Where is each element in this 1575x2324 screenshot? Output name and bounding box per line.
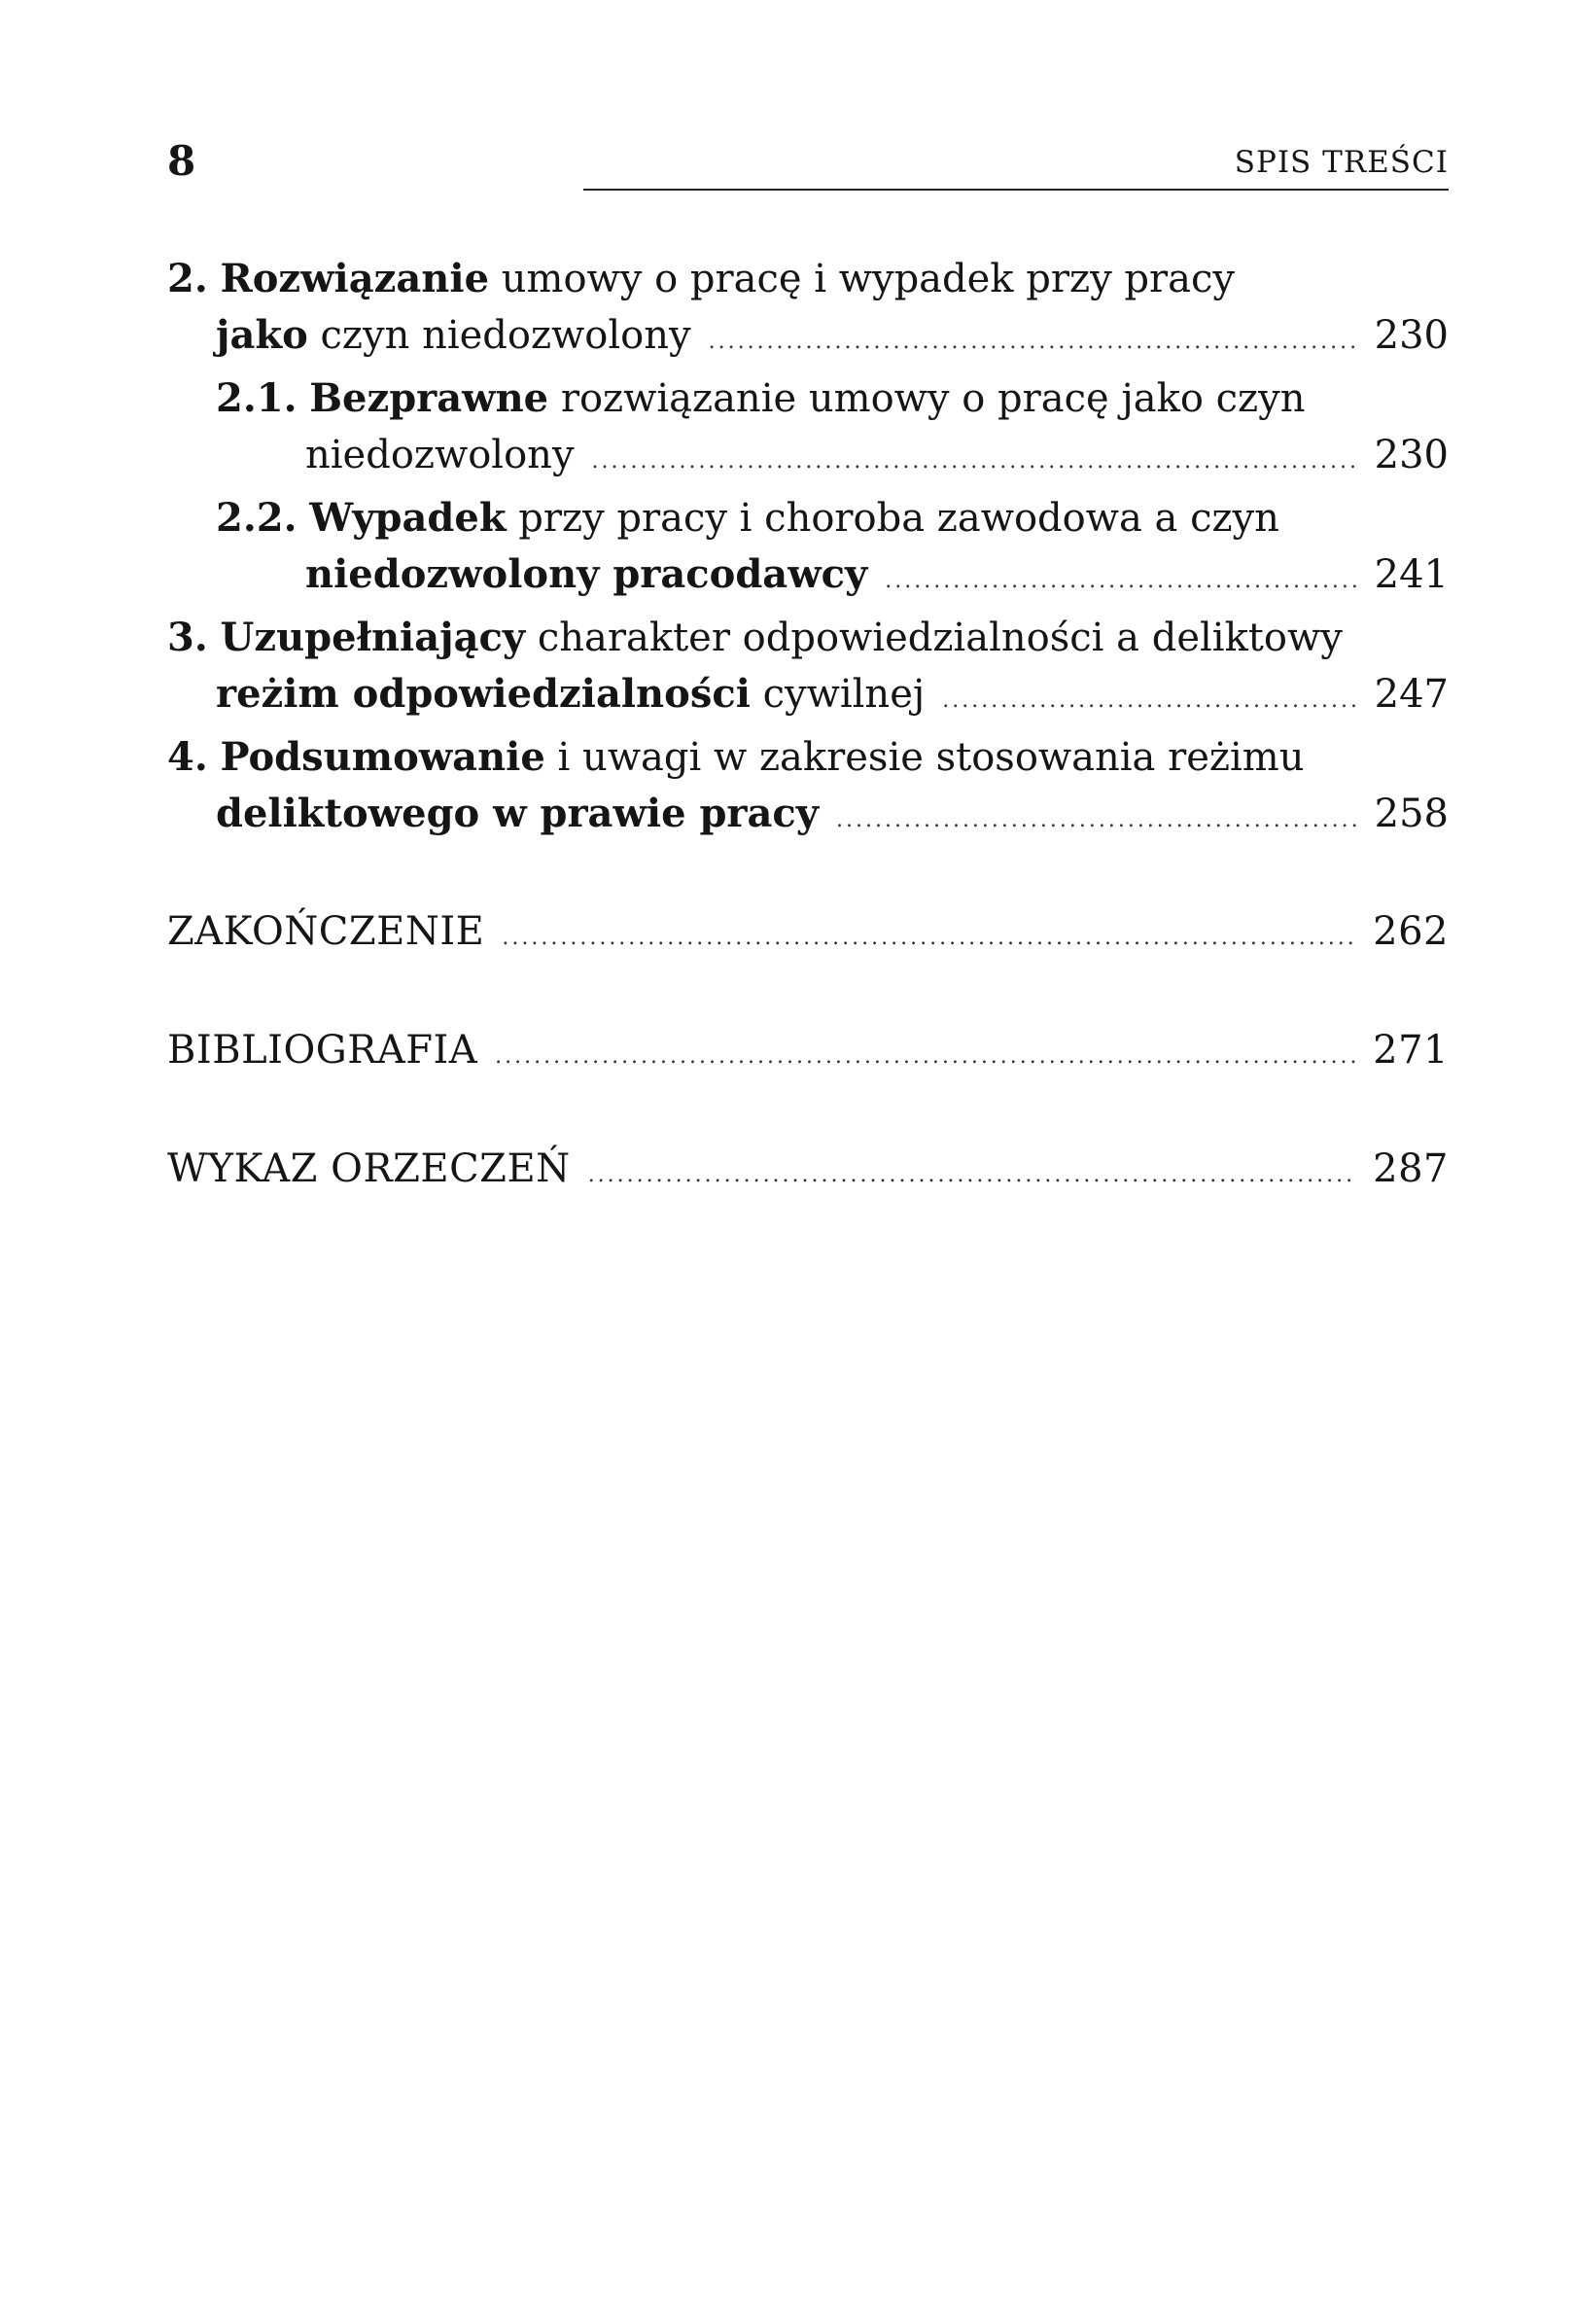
- toc-entry-2[interactable]: 2. Rozwiązanie umowy o pracę i wypadek przy pracy jako czyn niedozwolony ..... 230: [167, 251, 1449, 370]
- toc-entry-wykaz-orzeczen[interactable]: [167, 1141, 1449, 1204]
- toc-entry-title-cont: niedozwolony pracodawcy: [305, 551, 868, 597]
- toc-entry-number: 2.: [167, 256, 208, 301]
- toc-entry-4[interactable]: [167, 729, 1449, 849]
- toc-entry-title-cont: niedozwolony: [305, 433, 575, 477]
- toc-entry-number: 3.: [167, 615, 208, 660]
- dot-leader: [942, 673, 1358, 729]
- dot-leader: [592, 434, 1359, 490]
- toc-entry-3[interactable]: [167, 610, 1449, 729]
- toc-entry-2-2[interactable]: [167, 490, 1449, 610]
- header-rule: [583, 189, 1449, 191]
- running-head: SPIS TREŚCI: [1234, 145, 1449, 180]
- toc-entry-title-bold: Rozwiązanie: [220, 256, 490, 301]
- toc-page-number: 258: [1374, 792, 1449, 836]
- toc-entry-title: Wypadek przy pracy i choroba zawodowa a czyn: [309, 495, 1279, 541]
- toc-page-number: 230: [1374, 313, 1449, 358]
- dot-leader: [495, 1029, 1357, 1085]
- toc-page-number: 287: [1373, 1146, 1449, 1191]
- toc-major-title: BIBLIOGRAFIA: [167, 1028, 478, 1073]
- table-of-contents: [167, 251, 1449, 1204]
- toc-entry-title-cont: reżim odpowiedzialności cywilnej: [216, 671, 926, 717]
- toc-entry-title: Uzupełniający charakter odpowiedzialności a deliktowy: [220, 615, 1343, 660]
- toc-entry-2-1[interactable]: [167, 370, 1449, 490]
- toc-entry-title: Bezprawne rozwiązanie umowy o pracę jako czyn: [309, 375, 1306, 421]
- toc-entry-number: 4.: [167, 734, 208, 780]
- dot-leader: [836, 792, 1359, 849]
- toc-entry-bibliografia[interactable]: [167, 1022, 1449, 1085]
- dot-leader: [709, 314, 1359, 370]
- toc-major-title: ZAKOŃCZENIE: [167, 909, 485, 954]
- dot-leader: [502, 910, 1357, 967]
- toc-page-number: 271: [1373, 1028, 1449, 1073]
- toc-entry-title-cont: jako czyn niedozwolony: [216, 312, 691, 358]
- toc-major-title: WYKAZ ORZECZEŃ: [167, 1146, 571, 1191]
- toc-entry-number: 2.1.: [216, 375, 298, 421]
- toc-page-number: 262: [1373, 909, 1449, 954]
- dot-leader: [885, 553, 1358, 610]
- toc-page-number: 241: [1374, 552, 1449, 597]
- toc-entry-zakonczenie[interactable]: [167, 903, 1449, 967]
- toc-page-number: 230: [1374, 433, 1449, 477]
- toc-entry-title: Podsumowanie i uwagi w zakresie stosowania reżimu: [220, 734, 1305, 780]
- toc-page-number: 247: [1374, 672, 1449, 717]
- dot-leader: [588, 1147, 1357, 1204]
- toc-entry-title-cont: deliktowego w prawie pracy: [216, 791, 820, 836]
- page-number: 8: [167, 137, 196, 185]
- toc-entry-number: 2.2.: [216, 495, 298, 541]
